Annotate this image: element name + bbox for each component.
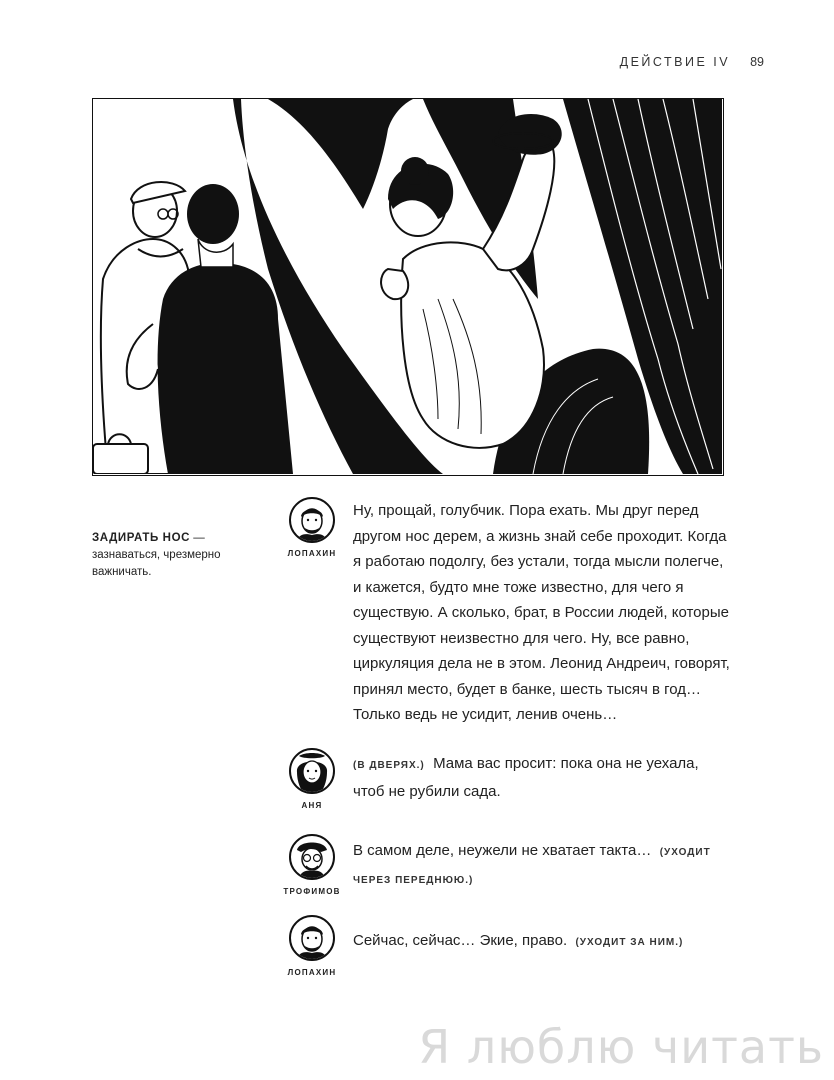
dialogue-line: Ну, прощай, голубчик. Пора ехать. Мы друг перед другом нос дерем, а жизнь знай себе проходит. Когда я работаю подолгу, без устали, тогда мысли полегче, и кажется, будто мне тоже известно, для чего я существую. А сколько, брат, в России людей, которые существуют неизвестно для чего. Ну, все равно, циркуляция дела не в этом. Леонид Андреич, говорят, принял место, будет в банке, шесть тысяч в год… Только ведь не усидит, ленив очень… <box>353 502 730 723</box>
glossary-definition: — зазнаваться, чрезмерно важничать. <box>92 532 221 578</box>
speaker-name: ЛОПАХИН <box>287 968 337 977</box>
speaker-name: АНЯ <box>301 801 323 810</box>
speaker-name: ТРОФИМОВ <box>283 887 341 896</box>
dialogue-line: В самом деле, неужели не хватает такта… <box>353 842 652 859</box>
section-title: ДЕЙСТВИЕ IV <box>619 55 731 69</box>
anya-portrait-icon <box>289 748 335 794</box>
stage-direction: (УХОДИТ ЧЕРЕЗ ПЕРЕДНЮЮ.) <box>353 847 711 886</box>
stage-direction: (В ДВЕРЯХ.) <box>353 760 425 771</box>
page-number: 89 <box>750 55 764 69</box>
running-head <box>620 55 764 69</box>
stage-direction: (УХОДИТ ЗА НИМ.) <box>575 937 684 948</box>
dialogue-entry <box>353 751 733 804</box>
dialogue-entry <box>353 928 733 956</box>
lopakhin-portrait-icon <box>289 915 335 961</box>
dialogue-line: Мама вас просит: пока она не уехала, чтоб не рубили сада. <box>353 755 699 800</box>
illustration-panel <box>92 98 724 476</box>
lopakhin-portrait-icon <box>289 497 335 543</box>
theatre-scene-illustration <box>93 99 722 474</box>
watermark: Я люблю читать <box>418 1020 824 1074</box>
trofimov-portrait-icon <box>289 834 335 880</box>
speaker-name: ЛОПАХИН <box>287 549 337 558</box>
glossary-term: ЗАДИРАТЬ НОС <box>92 532 191 544</box>
glossary-note <box>92 530 262 581</box>
dialogue-entry <box>353 838 733 893</box>
dialogue-line: Сейчас, сейчас… Экие, право. <box>353 932 568 949</box>
